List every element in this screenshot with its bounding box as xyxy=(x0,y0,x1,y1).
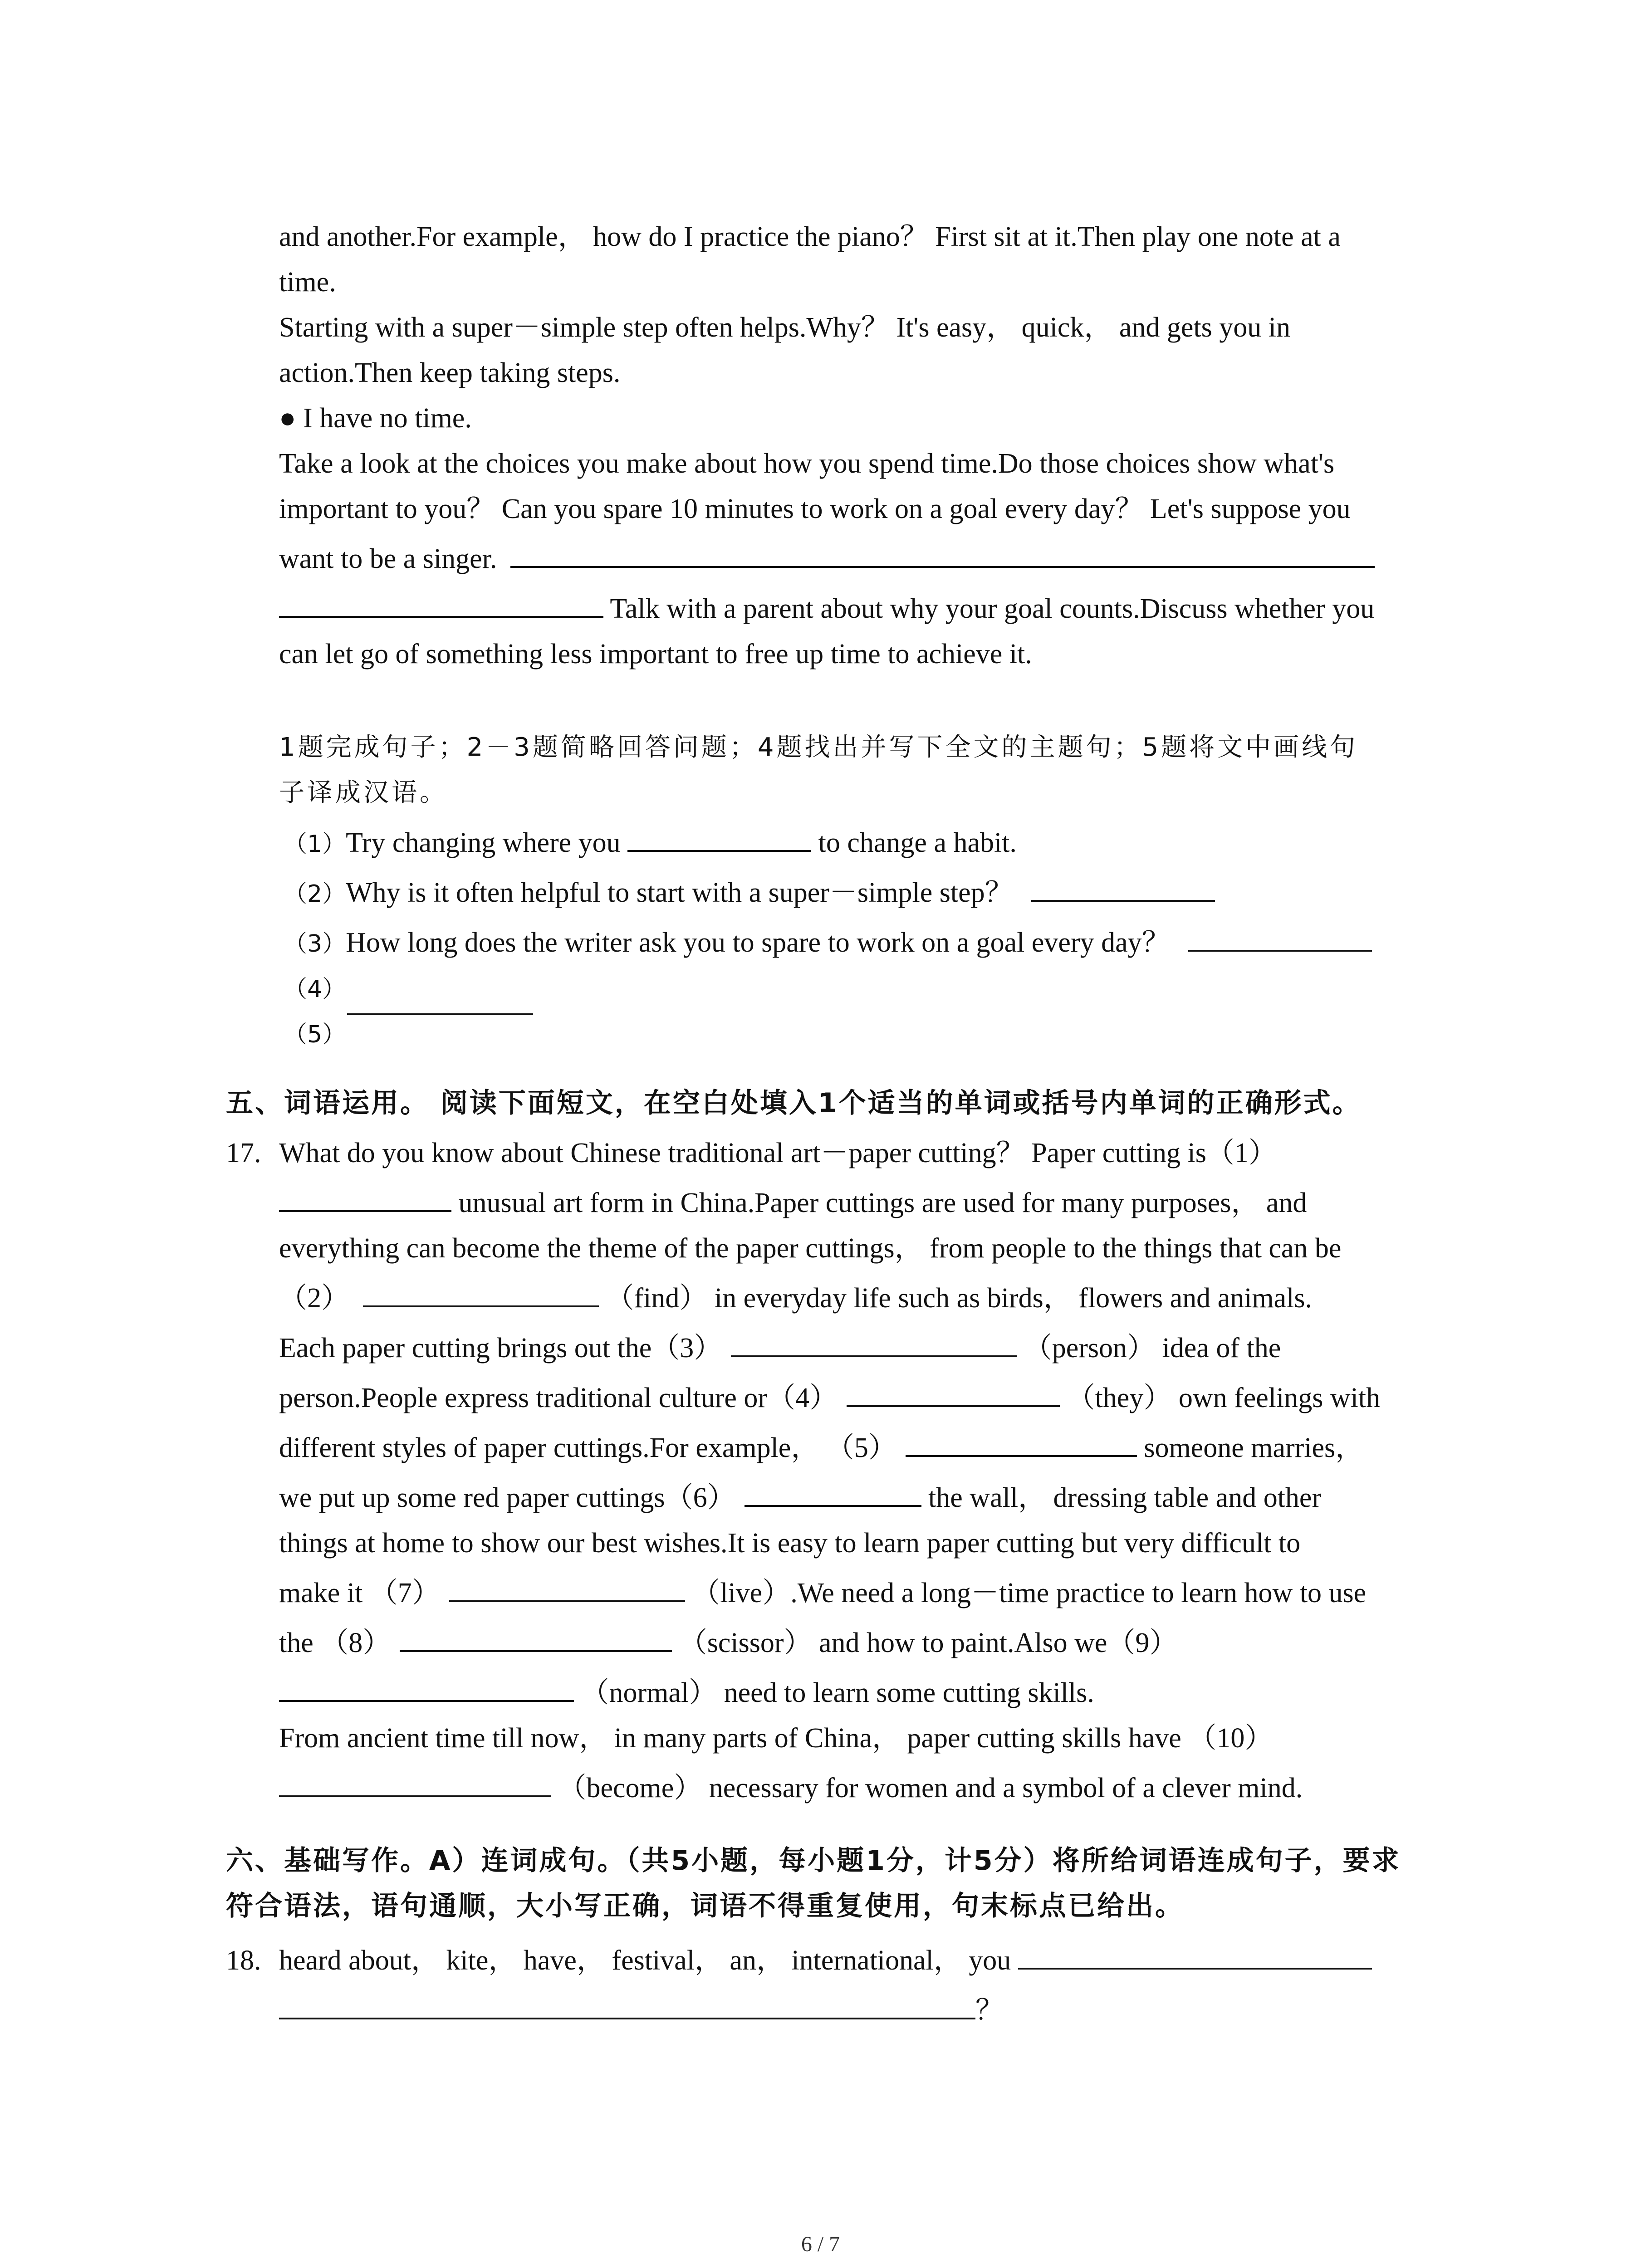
s5-line-11 xyxy=(279,1625,1177,1661)
s5-line-5 xyxy=(279,1330,1281,1366)
question-1-text-a: Try changing where you xyxy=(346,827,628,858)
question-4 xyxy=(284,970,346,1007)
question-2-number: （2） xyxy=(284,880,346,908)
passage-line-8-text: want to be a singer. xyxy=(279,543,497,574)
blank-3[interactable] xyxy=(731,1330,1017,1357)
s5-line-4 xyxy=(279,1280,1312,1316)
blank-1[interactable] xyxy=(279,1185,451,1212)
question-5-number: （5） xyxy=(284,1021,346,1048)
question-17-number: 17. xyxy=(226,1138,261,1168)
s5-line-9: things at home to show our best wishes.It is easy to learn paper cutting but very difficult to xyxy=(279,1528,1301,1559)
s5-line-3: everything can become the theme of the paper cuttings， from people to the things that can be xyxy=(279,1233,1342,1264)
question-18-number: 18. xyxy=(226,1945,261,1976)
q18-end-punctuation: ？ xyxy=(975,1995,1004,2026)
question-1-number: （1） xyxy=(284,831,346,858)
question-2-answer-blank[interactable] xyxy=(1031,875,1215,902)
s5-line-7 xyxy=(279,1430,1363,1466)
blank-8[interactable] xyxy=(400,1625,672,1652)
passage-line-2: time. xyxy=(279,267,336,298)
passage-line-6: Take a look at the choices you make about how you spend time.Do those choices show what's xyxy=(279,448,1335,479)
passage-line-5: ● I have no time. xyxy=(279,403,472,434)
blank-9[interactable] xyxy=(279,1675,574,1702)
q18-answer-blank-2[interactable] xyxy=(279,1992,975,2019)
s5-line-2-text: unusual art form in China.Paper cuttings are used for many purposes， and xyxy=(451,1188,1307,1218)
s5-line-4-text-a: （2） xyxy=(279,1283,350,1314)
s5-line-10-text-a: make it （7） xyxy=(279,1578,440,1608)
s5-line-8-text-b: the wall， dressing table and other xyxy=(921,1482,1322,1513)
blank-4[interactable] xyxy=(847,1380,1060,1407)
s5-line-10-text-b: （live）.We need a long－time practice to learn how to use xyxy=(685,1578,1367,1608)
blank-5[interactable] xyxy=(906,1430,1137,1457)
blank-2[interactable] xyxy=(363,1280,599,1307)
passage-line-7: important to you？ Can you spare 10 minutes to work on a goal every day？ Let's suppose you xyxy=(279,494,1351,524)
s5-line-6-text-b: （they） own feelings with xyxy=(1060,1383,1381,1413)
q18-line-2 xyxy=(279,1992,1004,2028)
blank-7[interactable] xyxy=(449,1575,685,1602)
s5-line-5-text-a: Each paper cutting brings out the（3） xyxy=(279,1333,722,1364)
passage-line-3: Starting with a super－simple step often helps.Why？ It's easy， quick， and gets you in xyxy=(279,312,1291,343)
question-5 xyxy=(284,1015,346,1053)
passage-line-9 xyxy=(279,591,1374,627)
question-4-answer-line xyxy=(347,988,533,1024)
s5-line-2 xyxy=(279,1185,1307,1221)
blank-6[interactable] xyxy=(745,1480,921,1507)
question-2 xyxy=(284,875,1215,912)
question-2-text: Why is it often helpful to start with a super－simple step？ xyxy=(346,877,1013,908)
question-1-answer-blank[interactable] xyxy=(627,825,811,852)
s5-line-7-text-b: someone marries， xyxy=(1136,1432,1364,1463)
passage-line-10: can let go of something less important to free up time to achieve it. xyxy=(279,639,1032,670)
section-5-heading: 五、词语运用。 阅读下面短文，在空白处填入1个适当的单词或括号内单词的正确形式。 xyxy=(226,1087,1362,1119)
blank-10[interactable] xyxy=(279,1770,551,1797)
section-6-heading-line-1: 六、基础写作。A）连词成句。（共5小题，每小题1分，计5分）将所给词语连成句子，要求 xyxy=(226,1845,1401,1877)
s5-line-8 xyxy=(279,1480,1321,1516)
question-1-text-b: to change a habit. xyxy=(811,827,1017,858)
q18-line-1 xyxy=(279,1942,1372,1979)
instructions-line-1: 1题完成句子；2－3题简略回答问题；4题找出并写下全文的主题句；5题将文中画线句 xyxy=(279,733,1358,762)
s5-line-6 xyxy=(279,1380,1380,1416)
underlined-sentence-blank-continued[interactable] xyxy=(279,591,603,618)
q18-answer-blank-1[interactable] xyxy=(1018,1942,1372,1970)
s5-line-5-text-b: （person） idea of the xyxy=(1017,1333,1281,1364)
s5-line-8-text-a: we put up some red paper cuttings（6） xyxy=(279,1482,735,1513)
question-4-answer-blank[interactable] xyxy=(347,988,533,1015)
s5-line-13: From ancient time till now， in many parts of China， paper cutting skills have （10） xyxy=(279,1723,1273,1754)
passage-line-8 xyxy=(279,541,1375,577)
passage-line-1: and another.For example， how do I practice the piano？ First sit at it.Then play one note at a xyxy=(279,221,1341,252)
passage-line-4: action.Then keep taking steps. xyxy=(279,357,621,388)
s5-line-11-text-b: （scissor） and how to paint.Also we（9） xyxy=(672,1628,1178,1658)
s5-line-11-text-a: the （8） xyxy=(279,1628,391,1658)
section-6-heading-line-2: 符合语法，语句通顺，大小写正确，词语不得重复使用，句末标点已给出。 xyxy=(226,1890,1184,1922)
instructions-line-2: 子译成汉语。 xyxy=(279,778,448,807)
s5-line-6-text-a: person.People express traditional culture or（4） xyxy=(279,1383,838,1413)
s5-line-12-text-b: （normal） need to learn some cutting skills. xyxy=(574,1677,1094,1708)
s5-line-1: What do you know about Chinese traditional art－paper cutting？ Paper cutting is（1） xyxy=(279,1138,1277,1168)
s5-line-10 xyxy=(279,1575,1366,1611)
question-3-answer-blank[interactable] xyxy=(1188,924,1372,952)
question-3-text: How long does the writer ask you to spare to work on a goal every day？ xyxy=(346,927,1170,958)
underlined-sentence-blank[interactable] xyxy=(510,541,1375,568)
passage-line-9-text: Talk with a parent about why your goal counts.Discuss whether you xyxy=(603,593,1375,624)
question-1 xyxy=(284,825,1017,862)
s5-line-4-text-b: （find） in everyday life such as birds， flowers and animals. xyxy=(599,1283,1313,1314)
s5-line-14 xyxy=(279,1770,1303,1806)
question-3-number: （3） xyxy=(284,930,346,958)
s5-line-7-text-a: different styles of paper cuttings.For example， （5） xyxy=(279,1432,896,1463)
question-3 xyxy=(284,924,1372,962)
s5-line-12 xyxy=(279,1675,1094,1711)
q18-words: heard about， kite， have， festival， an， international， you xyxy=(279,1945,1018,1976)
page-number: 6 / 7 xyxy=(801,2232,840,2256)
s5-line-14-text-b: （become） necessary for women and a symbol of a clever mind. xyxy=(551,1773,1303,1804)
question-4-number: （4） xyxy=(284,976,346,1003)
